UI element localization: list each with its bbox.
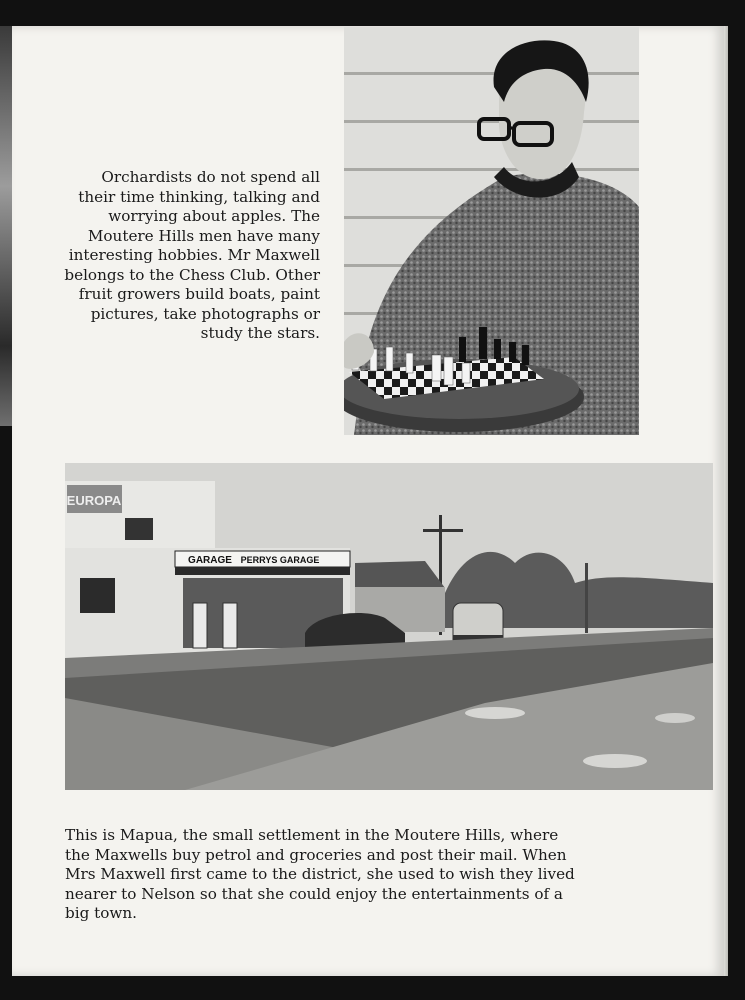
mapua-photo-caption: This is Mapua, the small settlement in the Moutere Hills, where the Maxwells buy petrol and groceries and post their mail. When Mrs Maxwell first came to the district, she used to wish they lived nearer to Nelson so that she could enjoy the entertainments of a big town. <box>65 826 575 922</box>
europa-sign: EUROPA <box>66 493 122 508</box>
perrys-garage-sign: PERRYS GARAGE <box>240 555 320 565</box>
garage-sign: GARAGE <box>188 555 232 566</box>
chess-photo-caption: Orchardists do not spend all their time thinking, talking and worrying about apples. The Moutere Hills men have many interesting hobbies. Mr Maxwell belongs to the Chess Club. Other fruit growers build boats, paint pictures, take photographs or study the stars. <box>64 168 320 342</box>
chess-player-photo <box>344 27 639 435</box>
adjacent-page-strip <box>0 26 12 426</box>
mapua-street-photo <box>65 463 713 790</box>
